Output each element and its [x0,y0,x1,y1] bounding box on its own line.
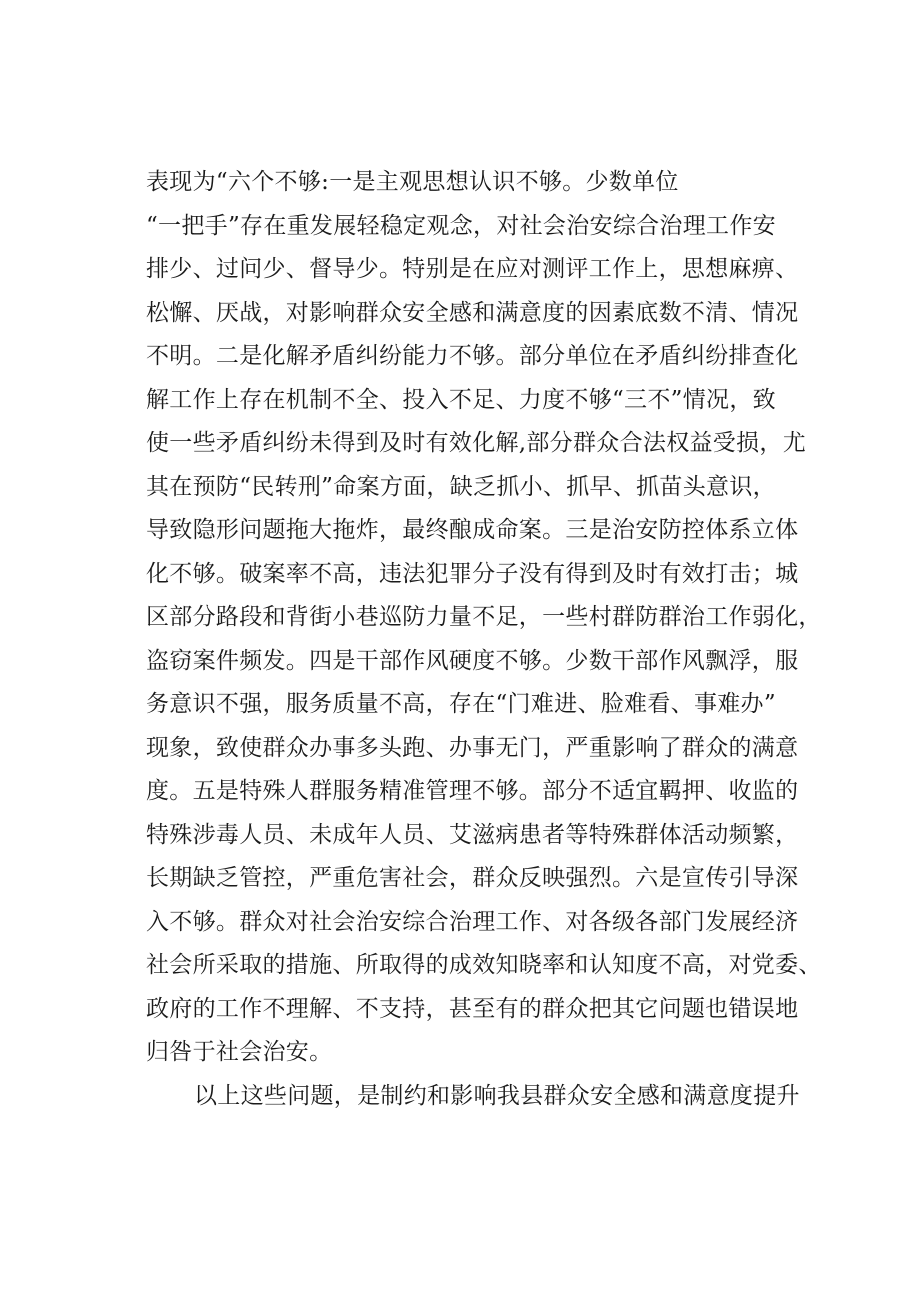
text-line-10: 化不够。破案率不高，违法犯罪分子没有得到及时有效打击；城 [146,561,799,587]
text-line-4: 松懈、厌战，对影响群众安全感和满意度的因素底数不清、情况 [146,300,799,326]
text-line-9: 导致隐形问题拖大拖炸，最终酿成命案。三是治安防控体系立体 [146,517,799,543]
text-line-2: “一把手”存在重发展轻稳定观念，对社会治安综合治理工作安 [146,213,776,239]
text-line-14: 现象，致使群众办事多头跑、办事无门，严重影响了群众的满意 [146,735,799,761]
text-line-18: 入不够。群众对社会治安综合治理工作、对各级各部门发展经济 [146,909,799,935]
text-line-12: 盗窃案件频发。四是干部作风硬度不够。少数干部作风飘浮，服 [146,648,799,674]
text-line-3: 排少、过问少、督导少。特别是在应对测评工作上，思想麻痹、 [146,256,799,282]
text-line-5: 不明。二是化解矛盾纠纷能力不够。部分单位在矛盾纠纷排查化 [146,343,799,369]
text-line-11: 区部分路段和背街小巷巡防力量不足，一些村群防群治工作弱化， [146,604,822,630]
text-line-7: 使一些矛盾纠纷未得到及时有效化解,部分群众合法权益受损，尤 [146,430,807,456]
text-line-16: 特殊涉毒人员、未成年人员、艾滋病患者等特殊群体活动频繁， [146,822,799,848]
text-line-19: 社会所采取的措施、所取得的成效知晓率和认知度不高，对党委、 [146,952,822,978]
text-line-13: 务意识不强，服务质量不高，存在“门难进、脸难看、事难办” [146,691,776,717]
paragraph-2-first-line: 以上这些问题，是制约和影响我县群众安全感和满意度提升 [194,1083,800,1109]
text-line-8: 其在预防“民转刑”命案方面，缺乏抓小、抓早、抓苗头意识， [146,474,776,500]
text-line-6: 解工作上存在机制不全、投入不足、力度不够“三不”情况，致 [146,387,776,413]
text-line-20: 政府的工作不理解、不支持，甚至有的群众把其它问题也错误地 [146,996,799,1022]
text-line-21: 归咎于社会治安。 [146,1039,333,1065]
text-line-15: 度。五是特殊人群服务精准管理不够。部分不适宜羁押、收监的 [146,778,799,804]
text-line-17: 长期缺乏管控，严重危害社会，群众反映强烈。六是宣传引导深 [146,865,799,891]
text-line-1: 表现为“六个不够:一是主观思想认识不够。少数单位 [146,169,679,195]
